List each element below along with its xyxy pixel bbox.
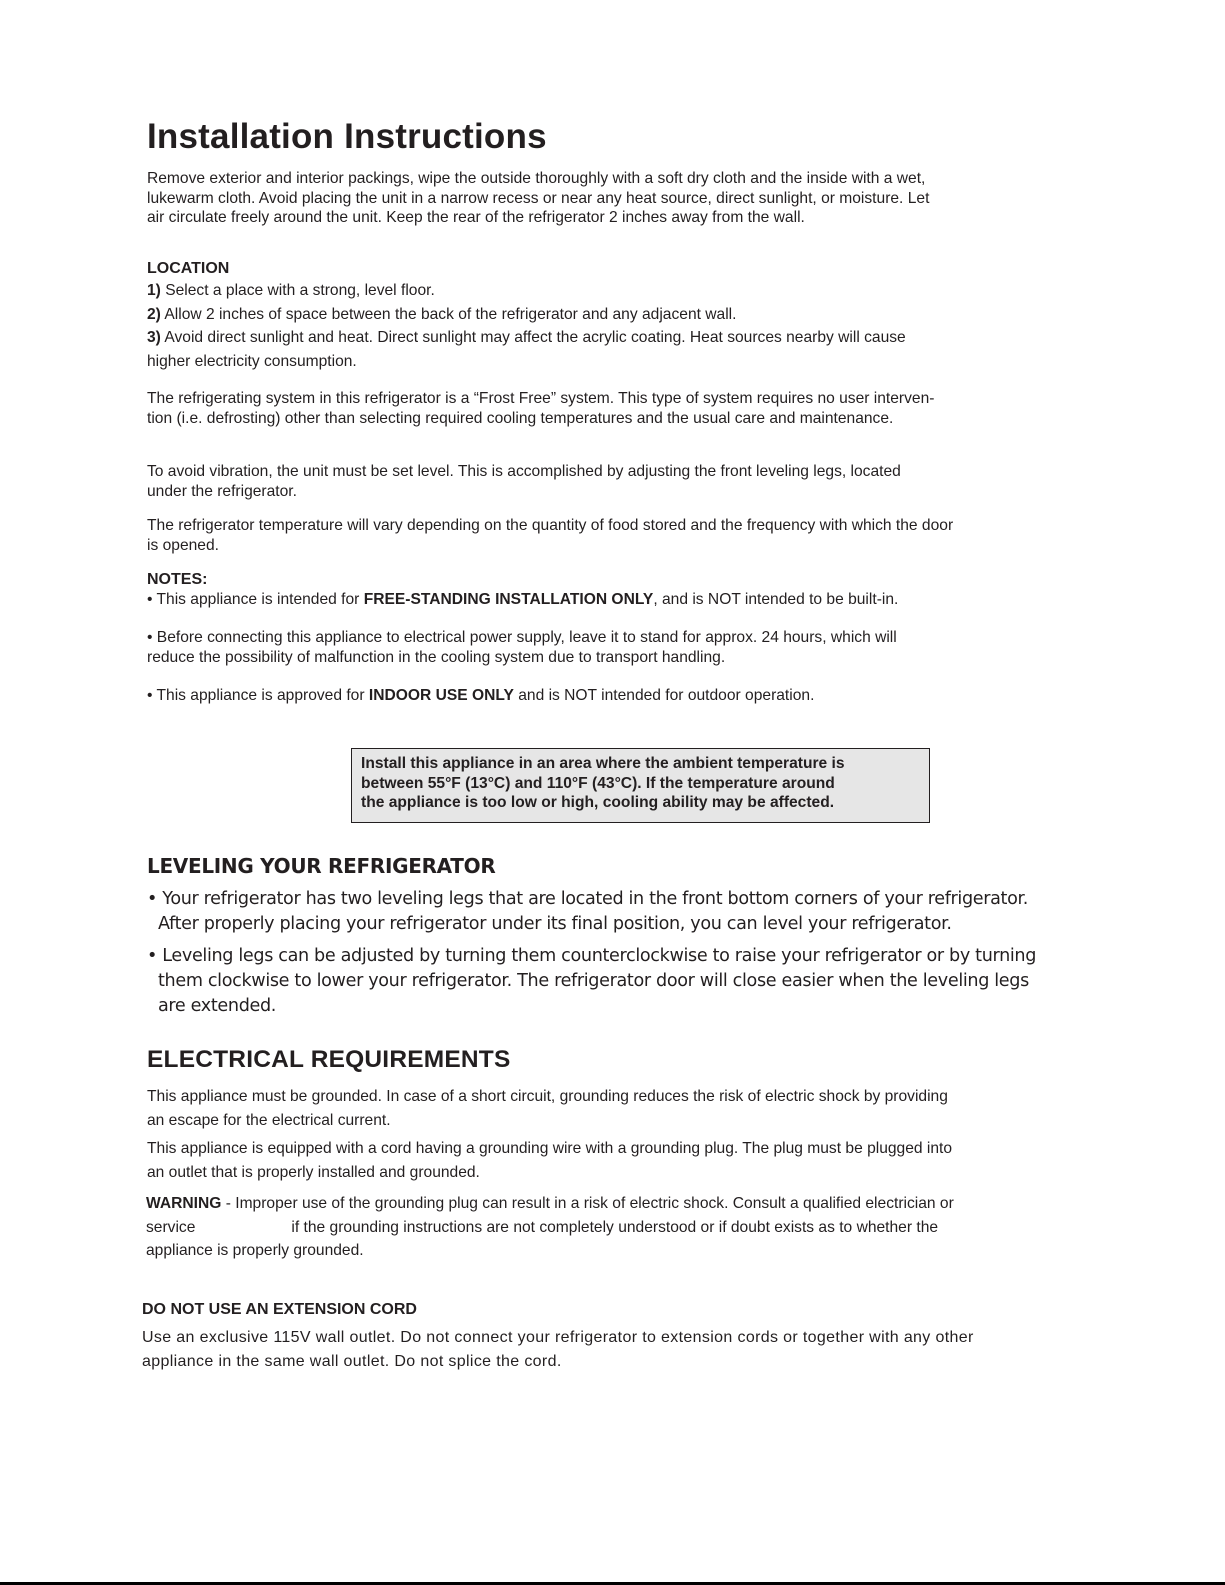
text-line: appliance is properly grounded. bbox=[146, 1242, 364, 1259]
location-list bbox=[147, 279, 906, 373]
text-line: • Leveling legs can be adjusted by turning them counterclockwise to raise your refrigerator or by turning bbox=[147, 946, 1037, 966]
text-line: under the refrigerator. bbox=[147, 482, 297, 500]
intro-line: air circulate freely around the unit. Keep the rear of the refrigerator 2 inches away from the wall. bbox=[147, 209, 805, 226]
temperature-paragraph bbox=[147, 516, 953, 555]
note-3: • This appliance is approved for INDOOR USE ONLY and is NOT intended for outdoor operation. bbox=[147, 687, 815, 704]
note-2 bbox=[147, 628, 897, 667]
text-line: After properly placing your refrigerator under its final position, you can level your refrigerator. bbox=[158, 914, 952, 934]
leveling-bullet-2 bbox=[147, 944, 1036, 1019]
location-heading: LOCATION bbox=[147, 260, 230, 277]
text-line: Use an exclusive 115V wall outlet. Do not connect your refrigerator to extension cords or together with any other bbox=[142, 1329, 974, 1346]
extension-cord-heading: DO NOT USE AN EXTENSION CORD bbox=[142, 1301, 417, 1318]
text-line: an escape for the electrical current. bbox=[147, 1111, 391, 1129]
intro-line: lukewarm cloth. Avoid placing the unit in a narrow recess or near any heat source, direct sunlight, or moisture. Let bbox=[147, 189, 930, 207]
warning-label: WARNING bbox=[146, 1195, 222, 1212]
warning-paragraph: WARNING - Improper use of the grounding plug can result in a risk of electric shock. Consult a qualified electrician or service if the grounding instructions are not completely understood or if doubt exists as to whether the appliance is properly grounded. bbox=[146, 1192, 954, 1263]
text-line: is opened. bbox=[147, 536, 219, 554]
text-line: Install this appliance in an area where the ambient temperature is bbox=[361, 755, 845, 772]
extension-cord-paragraph bbox=[142, 1326, 974, 1373]
text-line: To avoid vibration, the unit must be set level. This is accomplished by adjusting the front leveling legs, located bbox=[147, 463, 901, 480]
location-item: 1) Select a place with a strong, level floor. bbox=[147, 282, 435, 299]
location-item-cont: higher electricity consumption. bbox=[147, 352, 357, 370]
intro-paragraph bbox=[147, 169, 929, 228]
page-title: Installation Instructions bbox=[147, 117, 547, 156]
text-line: are extended. bbox=[158, 996, 277, 1016]
frost-free-paragraph bbox=[147, 389, 934, 428]
electrical-paragraph-1 bbox=[147, 1085, 948, 1132]
ambient-temperature-notice bbox=[351, 748, 930, 823]
intro-line: Remove exterior and interior packings, wipe the outside thoroughly with a soft dry cloth and the inside with a wet, bbox=[147, 170, 926, 187]
text-line: This appliance is equipped with a cord having a grounding wire with a grounding plug. The plug must be plugged into bbox=[147, 1140, 953, 1157]
location-item: 3) Avoid direct sunlight and heat. Direct sunlight may affect the acrylic coating. Heat sources nearby will cause bbox=[147, 329, 906, 346]
text-line: the appliance is too low or high, cooling ability may be affected. bbox=[361, 794, 835, 811]
text-line: • Your refrigerator has two leveling legs that are located in the front bottom corners of your refrigerator. bbox=[147, 889, 1029, 909]
text-line: tion (i.e. defrosting) other than selecting required cooling temperatures and the usual care and maintenance. bbox=[147, 409, 894, 427]
electrical-heading: ELECTRICAL REQUIREMENTS bbox=[147, 1046, 511, 1073]
text-line: • Before connecting this appliance to electrical power supply, leave it to stand for approx. 24 hours, which will bbox=[147, 629, 897, 646]
leveling-bullet-1 bbox=[147, 887, 1028, 937]
notes-heading: NOTES: bbox=[147, 571, 208, 588]
leveling-heading: LEVELING YOUR REFRIGERATOR bbox=[147, 854, 496, 878]
text-line: reduce the possibility of malfunction in the cooling system due to transport handling. bbox=[147, 648, 726, 666]
text-line: The refrigerator temperature will vary depending on the quantity of food stored and the frequency with which the door bbox=[147, 517, 954, 534]
vibration-paragraph bbox=[147, 462, 901, 501]
text-line: This appliance must be grounded. In case of a short circuit, grounding reduces the risk of electric shock by providing bbox=[147, 1088, 948, 1105]
text-line: between 55°F (13°C) and 110°F (43°C). If the temperature around bbox=[361, 774, 835, 792]
text-line: them clockwise to lower your refrigerator. The refrigerator door will close easier when the leveling legs bbox=[158, 971, 1029, 991]
location-item: 2) Allow 2 inches of space between the back of the refrigerator and any adjacent wall. bbox=[147, 305, 737, 323]
text-line: The refrigerating system in this refrigerator is a “Frost Free” system. This type of system requires no user interven- bbox=[147, 390, 935, 407]
electrical-paragraph-2 bbox=[147, 1137, 952, 1184]
text-line: an outlet that is properly installed and grounded. bbox=[147, 1163, 480, 1181]
note-1: • This appliance is intended for FREE-STANDING INSTALLATION ONLY, and is NOT intended to be built-in. bbox=[147, 591, 899, 608]
text-line: appliance in the same wall outlet. Do not splice the cord. bbox=[142, 1352, 562, 1370]
